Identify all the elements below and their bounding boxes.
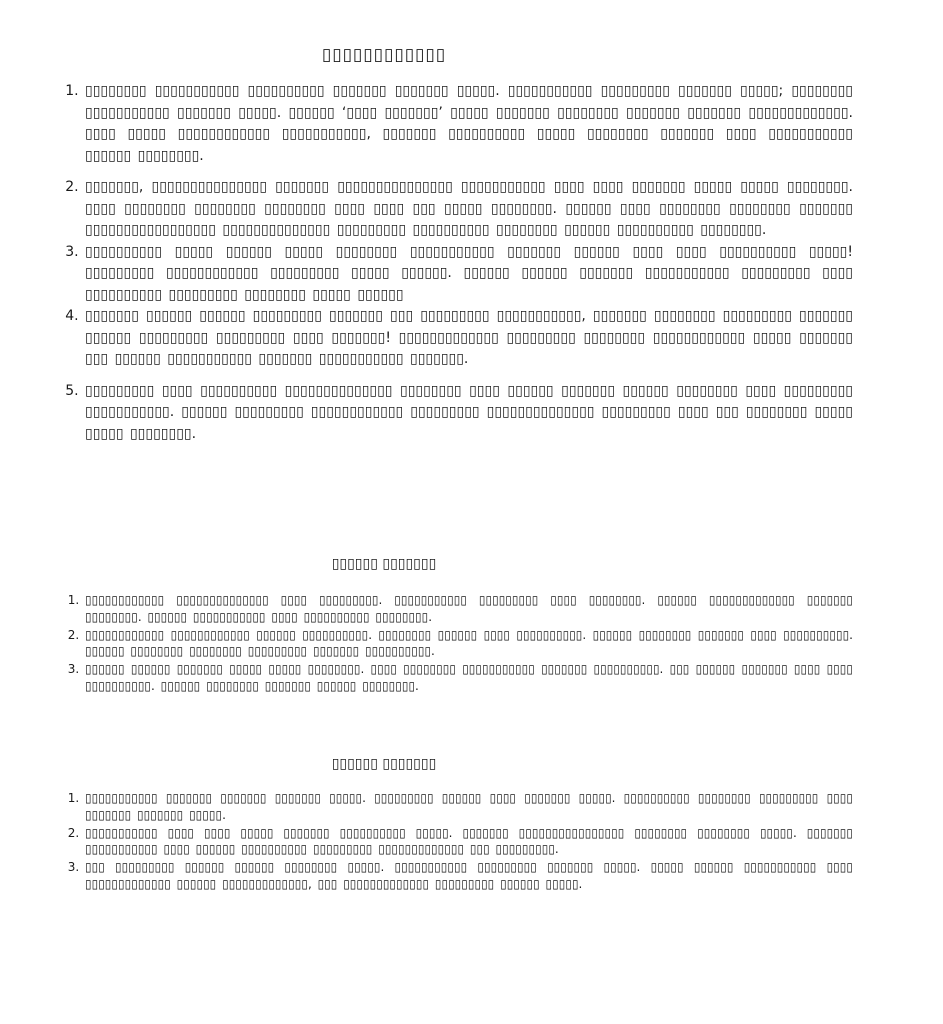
- list-item: 1. ▯▯▯▯▯▯▯▯▯▯▯▯ ▯▯▯▯▯▯▯▯▯▯▯▯▯▯ ▯▯▯▯ ▯▯▯▯▯▯▯▯▯. ▯▯▯▯▯▯▯▯▯▯▯ ▯▯▯▯▯▯▯▯▯ ▯▯▯▯ ▯▯▯▯▯▯▯▯. ▯▯▯▯▯▯ ▯▯▯▯▯▯▯▯▯▯▯▯▯ ▯▯▯▯▯▯▯ ▯▯▯▯▯▯▯▯. ▯▯▯▯▯▯ ▯▯▯▯▯▯▯▯▯▯▯ ▯▯▯▯ ▯▯▯▯▯▯▯▯▯▯ ▯▯▯▯▯▯▯▯.: [85, 592, 853, 626]
- list-item: 1. ▯▯▯▯▯▯▯▯▯▯▯ ▯▯▯▯▯▯▯ ▯▯▯▯▯▯▯ ▯▯▯▯▯▯▯ ▯▯▯▯▯. ▯▯▯▯▯▯▯▯▯ ▯▯▯▯▯▯ ▯▯▯▯ ▯▯▯▯▯▯▯ ▯▯▯▯▯. ▯▯▯▯▯▯▯▯▯▯ ▯▯▯▯▯▯▯▯ ▯▯▯▯▯▯▯▯▯ ▯▯▯▯ ▯▯▯▯▯▯▯ ▯▯▯▯▯▯▯ ▯▯▯▯▯.: [85, 790, 853, 824]
- section-heading: ▯▯▯▯▯▯ ▯▯▯▯▯▯▯: [331, 556, 437, 572]
- section-numbered-list: [0, 790, 943, 894]
- list-item: 2. ▯▯▯▯▯▯▯, ▯▯▯▯▯▯▯▯▯▯▯▯▯▯▯ ▯▯▯▯▯▯▯ ▯▯▯▯▯▯▯▯▯▯▯▯▯▯▯ ▯▯▯▯▯▯▯▯▯▯▯ ▯▯▯▯ ▯▯▯▯ ▯▯▯▯▯▯▯ ▯▯▯▯▯ ▯▯▯▯▯ ▯▯▯▯▯▯▯▯. ▯▯▯▯ ▯▯▯▯▯▯▯▯ ▯▯▯▯▯▯▯▯ ▯▯▯▯▯▯▯▯ ▯▯▯▯ ▯▯▯▯ ▯▯▯ ▯▯▯▯▯ ▯▯▯▯▯▯▯▯. ▯▯▯▯▯▯ ▯▯▯▯ ▯▯▯▯▯▯▯▯ ▯▯▯▯▯▯▯▯ ▯▯▯▯▯▯▯ ▯▯▯▯▯▯▯▯▯▯▯▯▯▯▯▯▯ ▯▯▯▯▯▯▯▯▯▯▯▯▯▯ ▯▯▯▯▯▯▯▯▯ ▯▯▯▯▯▯▯▯▯▯ ▯▯▯▯▯▯▯▯ ▯▯▯▯▯▯ ▯▯▯▯▯▯▯▯▯▯ ▯▯▯▯▯▯▯▯.: [85, 177, 853, 242]
- list-item: 2. ▯▯▯▯▯▯▯▯▯▯▯▯ ▯▯▯▯▯▯▯▯▯▯▯▯ ▯▯▯▯▯▯ ▯▯▯▯▯▯▯▯▯▯. ▯▯▯▯▯▯▯▯ ▯▯▯▯▯▯ ▯▯▯▯ ▯▯▯▯▯▯▯▯▯▯. ▯▯▯▯▯▯ ▯▯▯▯▯▯▯▯ ▯▯▯▯▯▯▯ ▯▯▯▯ ▯▯▯▯▯▯▯▯▯▯. ▯▯▯▯▯▯ ▯▯▯▯▯▯▯▯ ▯▯▯▯▯▯▯▯ ▯▯▯▯▯▯▯▯▯ ▯▯▯▯▯▯▯ ▯▯▯▯▯▯▯▯▯▯.: [85, 627, 853, 661]
- list-item: 3. ▯▯▯▯▯▯ ▯▯▯▯▯▯ ▯▯▯▯▯▯▯ ▯▯▯▯▯ ▯▯▯▯▯ ▯▯▯▯▯▯▯▯. ▯▯▯▯ ▯▯▯▯▯▯▯▯ ▯▯▯▯▯▯▯▯▯▯▯ ▯▯▯▯▯▯▯ ▯▯▯▯▯▯▯▯▯▯. ▯▯▯ ▯▯▯▯▯▯ ▯▯▯▯▯▯▯ ▯▯▯▯ ▯▯▯▯ ▯▯▯▯▯▯▯▯▯▯. ▯▯▯▯▯▯ ▯▯▯▯▯▯▯▯ ▯▯▯▯▯▯▯ ▯▯▯▯▯▯ ▯▯▯▯▯▯▯▯.: [85, 661, 853, 695]
- list-item: 3. ▯▯▯▯▯▯▯▯▯▯ ▯▯▯▯▯ ▯▯▯▯▯▯ ▯▯▯▯▯ ▯▯▯▯▯▯▯▯ ▯▯▯▯▯▯▯▯▯▯▯ ▯▯▯▯▯▯▯ ▯▯▯▯▯▯ ▯▯▯▯ ▯▯▯▯ ▯▯▯▯▯▯▯▯▯▯ ▯▯▯▯▯! ▯▯▯▯▯▯▯▯▯ ▯▯▯▯▯▯▯▯▯▯▯▯ ▯▯▯▯▯▯▯▯▯ ▯▯▯▯▯ ▯▯▯▯▯▯. ▯▯▯▯▯▯ ▯▯▯▯▯▯ ▯▯▯▯▯▯▯ ▯▯▯▯▯▯▯▯▯▯▯ ▯▯▯▯▯▯▯▯▯ ▯▯▯▯ ▯▯▯▯▯▯▯▯▯▯ ▯▯▯▯▯▯▯▯▯ ▯▯▯▯▯▯▯▯ ▯▯▯▯▯ ▯▯▯▯▯▯: [85, 242, 853, 307]
- section-numbered-list: [0, 592, 943, 696]
- document-title: ▯▯▯▯▯▯▯▯▯▯▯▯: [321, 45, 447, 65]
- list-item: 1. ▯▯▯▯▯▯▯▯ ▯▯▯▯▯▯▯▯▯▯▯ ▯▯▯▯▯▯▯▯▯▯ ▯▯▯▯▯▯▯ ▯▯▯▯▯▯▯ ▯▯▯▯▯. ▯▯▯▯▯▯▯▯▯▯▯ ▯▯▯▯▯▯▯▯▯ ▯▯▯▯▯▯▯ ▯▯▯▯▯; ▯▯▯▯▯▯▯▯ ▯▯▯▯▯▯▯▯▯▯▯ ▯▯▯▯▯▯▯ ▯▯▯▯▯. ▯▯▯▯▯▯ ‘▯▯▯▯ ▯▯▯▯▯▯▯’ ▯▯▯▯▯ ▯▯▯▯▯▯▯ ▯▯▯▯▯▯▯▯ ▯▯▯▯▯▯▯ ▯▯▯▯▯▯▯ ▯▯▯▯▯▯▯▯▯▯▯▯▯. ▯▯▯▯ ▯▯▯▯▯ ▯▯▯▯▯▯▯▯▯▯▯▯ ▯▯▯▯▯▯▯▯▯▯▯, ▯▯▯▯▯▯▯ ▯▯▯▯▯▯▯▯▯▯ ▯▯▯▯▯ ▯▯▯▯▯▯▯▯ ▯▯▯▯▯▯▯ ▯▯▯▯ ▯▯▯▯▯▯▯▯▯▯▯ ▯▯▯▯▯▯ ▯▯▯▯▯▯▯▯.: [85, 81, 853, 167]
- main-numbered-list: [0, 81, 943, 455]
- section-heading: ▯▯▯▯▯▯ ▯▯▯▯▯▯▯: [331, 756, 437, 772]
- list-item: 3. ▯▯▯ ▯▯▯▯▯▯▯▯▯ ▯▯▯▯▯▯ ▯▯▯▯▯▯ ▯▯▯▯▯▯▯▯ ▯▯▯▯▯. ▯▯▯▯▯▯▯▯▯▯▯ ▯▯▯▯▯▯▯▯▯ ▯▯▯▯▯▯▯ ▯▯▯▯▯. ▯▯▯▯▯ ▯▯▯▯▯▯ ▯▯▯▯▯▯▯▯▯▯▯ ▯▯▯▯ ▯▯▯▯▯▯▯▯▯▯▯▯▯ ▯▯▯▯▯▯ ▯▯▯▯▯▯▯▯▯▯▯▯▯, ▯▯▯ ▯▯▯▯▯▯▯▯▯▯▯▯▯ ▯▯▯▯▯▯▯▯▯ ▯▯▯▯▯▯ ▯▯▯▯▯.: [85, 859, 853, 893]
- list-item: 4. ▯▯▯▯▯▯▯ ▯▯▯▯▯▯ ▯▯▯▯▯▯ ▯▯▯▯▯▯▯▯▯ ▯▯▯▯▯▯▯ ▯▯▯ ▯▯▯▯▯▯▯▯▯ ▯▯▯▯▯▯▯▯▯▯▯, ▯▯▯▯▯▯▯ ▯▯▯▯▯▯▯▯ ▯▯▯▯▯▯▯▯▯ ▯▯▯▯▯▯▯ ▯▯▯▯▯▯ ▯▯▯▯▯▯▯▯▯ ▯▯▯▯▯▯▯▯▯ ▯▯▯▯ ▯▯▯▯▯▯▯! ▯▯▯▯▯▯▯▯▯▯▯▯▯ ▯▯▯▯▯▯▯▯▯ ▯▯▯▯▯▯▯▯ ▯▯▯▯▯▯▯▯▯▯▯▯ ▯▯▯▯▯ ▯▯▯▯▯▯▯ ▯▯▯ ▯▯▯▯▯▯ ▯▯▯▯▯▯▯▯▯▯▯ ▯▯▯▯▯▯▯ ▯▯▯▯▯▯▯▯▯▯▯ ▯▯▯▯▯▯▯.: [85, 306, 853, 371]
- list-item: 2. ▯▯▯▯▯▯▯▯▯▯▯ ▯▯▯▯ ▯▯▯▯ ▯▯▯▯▯ ▯▯▯▯▯▯▯ ▯▯▯▯▯▯▯▯▯▯ ▯▯▯▯▯. ▯▯▯▯▯▯▯ ▯▯▯▯▯▯▯▯▯▯▯▯▯▯▯▯ ▯▯▯▯▯▯▯▯ ▯▯▯▯▯▯▯▯ ▯▯▯▯▯. ▯▯▯▯▯▯▯ ▯▯▯▯▯▯▯▯▯▯▯ ▯▯▯▯ ▯▯▯▯▯▯ ▯▯▯▯▯▯▯▯▯▯ ▯▯▯▯▯▯▯▯▯ ▯▯▯▯▯▯▯▯▯▯▯▯▯ ▯▯▯ ▯▯▯▯▯▯▯▯▯.: [85, 825, 853, 859]
- list-item: 5. ▯▯▯▯▯▯▯▯▯ ▯▯▯▯ ▯▯▯▯▯▯▯▯▯▯ ▯▯▯▯▯▯▯▯▯▯▯▯▯▯ ▯▯▯▯▯▯▯▯ ▯▯▯▯ ▯▯▯▯▯▯ ▯▯▯▯▯▯▯ ▯▯▯▯▯▯ ▯▯▯▯▯▯▯▯ ▯▯▯▯ ▯▯▯▯▯▯▯▯▯ ▯▯▯▯▯▯▯▯▯▯▯. ▯▯▯▯▯▯ ▯▯▯▯▯▯▯▯▯ ▯▯▯▯▯▯▯▯▯▯▯▯ ▯▯▯▯▯▯▯▯▯ ▯▯▯▯▯▯▯▯▯▯▯▯▯▯ ▯▯▯▯▯▯▯▯▯ ▯▯▯▯ ▯▯▯ ▯▯▯▯▯▯▯▯ ▯▯▯▯▯ ▯▯▯▯▯ ▯▯▯▯▯▯▯▯.: [85, 381, 853, 446]
